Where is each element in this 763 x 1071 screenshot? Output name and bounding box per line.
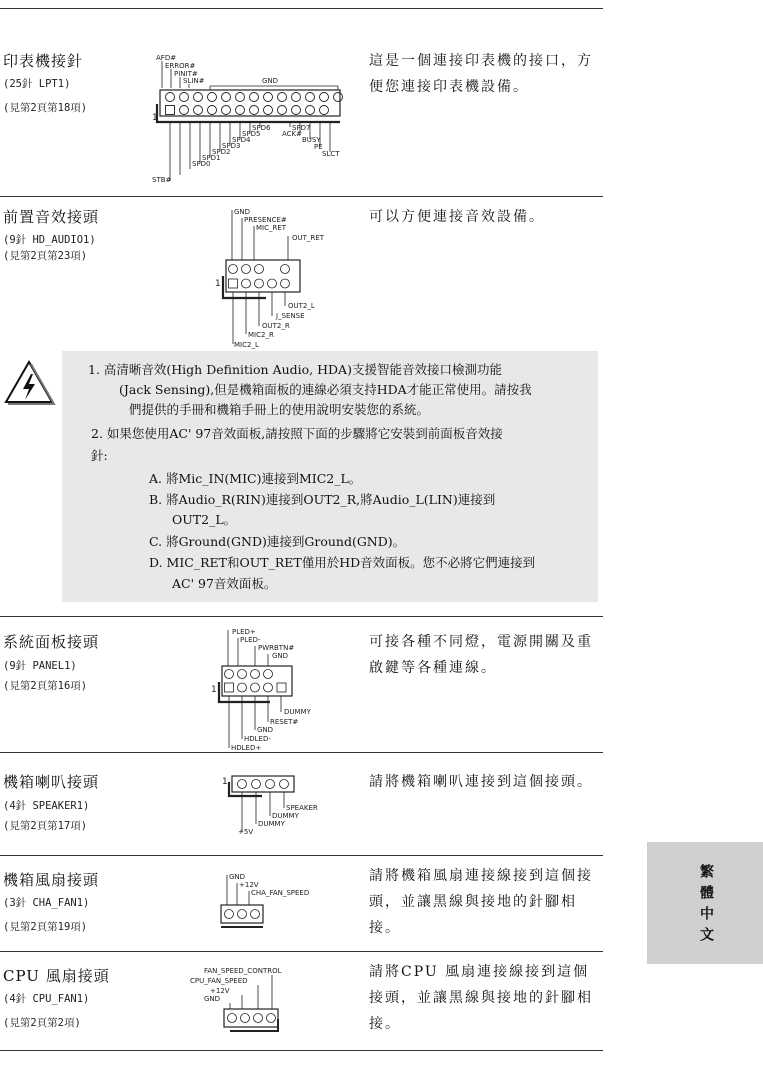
- pin-one-marker: 1: [211, 685, 217, 695]
- note-line: 1. 高清晰音效(High Definition Audio, HDA)支援智能音效接口檢測功能: [88, 362, 502, 377]
- header-pin: [166, 106, 175, 115]
- pin-label-pe: PE: [314, 143, 323, 151]
- header-pin: [208, 106, 217, 115]
- section-divider: [0, 855, 603, 856]
- note-step-b: B. 將Audio_R(RIN)連接到OUT2_R,將Audio_L(LIN)連接到: [149, 492, 496, 507]
- header-pin: [180, 93, 189, 102]
- pin-label-gnd: GND: [229, 873, 246, 881]
- pin-label-spd1: SPD1: [202, 154, 221, 162]
- section-divider: [0, 951, 603, 952]
- pin-label-reset: RESET#: [270, 718, 299, 726]
- pin-label-spd0: SPD0: [192, 160, 211, 168]
- section-divider: [0, 616, 603, 617]
- language-tab-label: 繁體中文: [698, 864, 714, 948]
- header-pin: [320, 93, 329, 102]
- section-title: CPU 風扇接頭: [3, 967, 110, 985]
- header-pin: [264, 106, 273, 115]
- header-pin: [166, 93, 175, 102]
- pin-label-spd2: SPD2: [212, 148, 231, 156]
- pin-label-gnd-2: GND: [257, 726, 274, 734]
- header-pin: [292, 106, 301, 115]
- pin-label-12v: +12V: [239, 881, 259, 889]
- pin-label-busy: BUSY: [302, 136, 321, 144]
- pin-label-spd7: SPD7: [292, 124, 311, 132]
- page-reference: (見第2頁第19項): [3, 921, 88, 933]
- pin-label-stb: STB#: [152, 176, 172, 184]
- system-panel-diagram: [210, 626, 320, 755]
- note-step-c: C. 將Ground(GND)連接到Ground(GND)。: [149, 534, 406, 549]
- header-pin: [236, 93, 245, 102]
- header-pin: [194, 93, 203, 102]
- pin-label-spd3: SPD3: [222, 142, 241, 150]
- note-step-d-cont: AC' 97音效面板。: [172, 576, 277, 591]
- note-line: 2. 如果您使用AC' 97音效面板,請按照下面的步驟將它安裝到前面板音效接: [91, 426, 503, 441]
- pin-label-dummy: DUMMY: [284, 708, 311, 716]
- header-pin: [222, 106, 231, 115]
- cpu-fan-diagram: [190, 965, 340, 1049]
- pin-label-out2-r: OUT2_R: [262, 322, 290, 330]
- section-divider: [0, 196, 603, 197]
- header-pin: [264, 93, 273, 102]
- pin-label-mic2-r: MIC2_R: [248, 331, 274, 339]
- pin-label-out-ret: OUT_RET: [292, 234, 324, 242]
- chassis-fan-diagram: [215, 869, 355, 933]
- note-line: 針:: [91, 448, 108, 463]
- pin-label-gnd: GND: [262, 77, 279, 85]
- warning-icon: [2, 356, 56, 410]
- pin-label-pled-minus: PLED-: [240, 636, 261, 644]
- pin-label-dummy-2: DUMMY: [258, 820, 285, 828]
- note-step-b-cont: OUT2_L。: [172, 512, 237, 527]
- header-pin: [250, 106, 259, 115]
- pin-count: (25針 LPT1): [3, 78, 71, 90]
- pin-label-spd6: SPD6: [252, 124, 271, 132]
- section-description: 請將機箱風扇連接線接到這個接頭，並讓黑線與接地的針腳相接。: [369, 868, 593, 936]
- pin-label-spd4: SPD4: [232, 136, 251, 144]
- pin-label-gnd: GND: [272, 652, 289, 660]
- pin-label-pwrbtn: PWRBTN#: [258, 644, 295, 652]
- front-audio-diagram: [196, 204, 346, 353]
- top-rule: [0, 8, 603, 9]
- section-title: 系統面板接頭: [3, 633, 100, 651]
- section-title: 機箱喇叭接頭: [3, 773, 100, 791]
- section-title: 前置音效接頭: [3, 208, 100, 226]
- header-pin: [306, 106, 315, 115]
- page-reference: (見第2頁第16項): [3, 680, 88, 692]
- pin-one-marker: 1: [215, 279, 221, 289]
- header-pin: [278, 106, 287, 115]
- pin-label-cpu-fan-speed: CPU_FAN_SPEED: [190, 977, 248, 985]
- note-line: (Jack Sensing),但是機箱面板的連線必須支持HDA才能正常使用。請按我: [119, 382, 532, 397]
- printer-header-diagram: [152, 50, 352, 194]
- header-pin: [208, 93, 217, 102]
- pin-label-presence: PRESENCE#: [244, 216, 287, 224]
- pin-label-slin: SLIN#: [183, 77, 205, 85]
- pin-label-fan-speed-control: FAN_SPEED_CONTROL: [204, 967, 282, 975]
- pin-label-ack: ACK#: [282, 130, 303, 138]
- note-box: [62, 351, 598, 602]
- pin-label-mic2-l: MIC2_L: [234, 341, 259, 349]
- page-reference: (見第2頁第18項): [3, 102, 88, 114]
- pin-label-pinit: PINIT#: [174, 70, 198, 78]
- pin-label-gnd: GND: [204, 995, 221, 1003]
- pin-label-afd: AFD#: [156, 54, 177, 62]
- header-pin: [292, 93, 301, 102]
- header-pin: [180, 106, 189, 115]
- section-description: 這是一個連接印表機的接口，方便您連接印表機設備。: [369, 53, 593, 95]
- bottom-rule: [0, 1050, 603, 1051]
- page-reference: (見第2頁第17項): [3, 820, 88, 832]
- header-pin: [194, 106, 203, 115]
- section-description: 請將CPU 風扇連接線接到這個接頭，並讓黑線與接地的針腳相接。: [369, 964, 593, 1032]
- chassis-speaker-diagram: [222, 770, 342, 854]
- section-description: 請將機箱喇叭連接到這個接頭。: [369, 774, 593, 790]
- pin-count: (4針 CPU_FAN1): [3, 993, 90, 1005]
- pin-count: (9針 HD_AUDIO1): [3, 234, 96, 246]
- pin-one-marker: 1: [222, 777, 228, 787]
- pin-label-spd5: SPD5: [242, 130, 261, 138]
- pin-label-hdled-minus: HDLED-: [244, 735, 271, 743]
- header-pin: [236, 106, 245, 115]
- section-title: 印表機接針: [3, 52, 84, 70]
- pin-label-mic-ret: MIC_RET: [256, 224, 287, 232]
- pin-label-j-sense: J_SENSE: [276, 312, 305, 320]
- pin-label-out2-l: OUT2_L: [288, 302, 315, 310]
- note-line: 們提供的手冊和機箱手冊上的使用說明安裝您的系統。: [129, 402, 430, 417]
- pin-label-slct: SLCT: [322, 150, 340, 158]
- header-pin: [278, 93, 287, 102]
- pin-label-pled-plus: PLED+: [232, 628, 256, 636]
- pin-label-12v: +12V: [210, 987, 230, 995]
- pin-count: (4針 SPEAKER1): [3, 800, 90, 812]
- section-description: 可接各種不同燈，電源開關及重啟鍵等各種連線。: [369, 634, 593, 676]
- note-step-a: A. 將Mic_IN(MIC)連接到MIC2_L。: [149, 471, 362, 486]
- pin-label-error: ERROR#: [165, 62, 196, 70]
- section-description: 可以方便連接音效設備。: [369, 209, 545, 225]
- section-title: 機箱風扇接頭: [3, 871, 100, 889]
- header-pin: [334, 93, 343, 102]
- pin-label-dummy-1: DUMMY: [272, 812, 299, 820]
- header-pin: [320, 106, 329, 115]
- page-reference: (見第2頁第2項): [3, 1017, 81, 1029]
- header-pin: [222, 93, 231, 102]
- language-tab: [647, 842, 763, 964]
- pin-label-fan-speed: CHA_FAN_SPEED: [251, 889, 310, 897]
- pin-label-gnd: GND: [234, 208, 251, 216]
- pin-count: (9針 PANEL1): [3, 660, 77, 672]
- pin-label-hdled-plus: HDLED+: [231, 744, 262, 751]
- pin-count: (3針 CHA_FAN1): [3, 897, 90, 909]
- note-step-d: D. MIC_RET和OUT_RET僅用於HD音效面板。您不必將它們連接到: [149, 555, 536, 570]
- page-reference: (見第2頁第23項): [3, 250, 88, 262]
- pin-label-speaker: SPEAKER: [286, 804, 318, 812]
- header-pin: [250, 93, 259, 102]
- header-pin: [306, 93, 315, 102]
- pin-one-marker: 1: [152, 113, 158, 123]
- pin-label-5v: +5V: [238, 828, 254, 836]
